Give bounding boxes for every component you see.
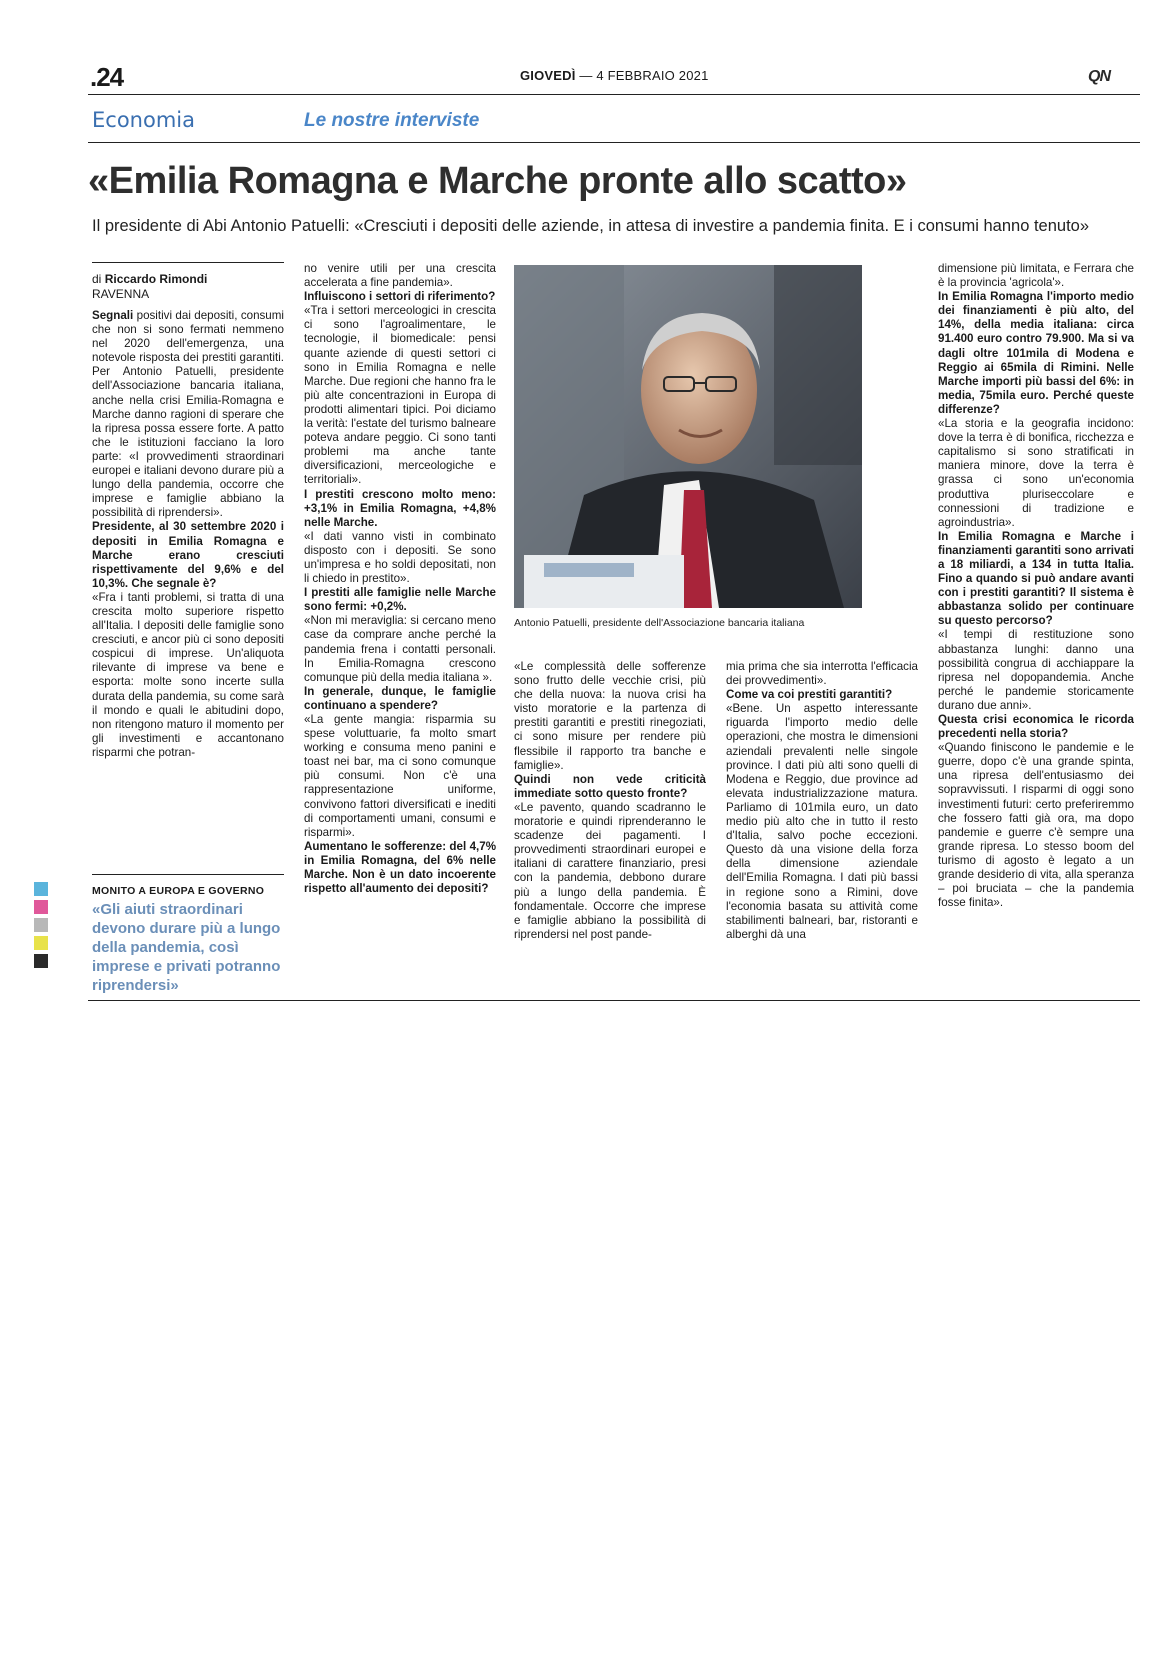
byline (92, 272, 284, 302)
portrait-photo (514, 265, 862, 608)
question: In Emilia Romagna e Marche i finanziamenti garantiti sono arrivati a 18 miliardi, a 134 in tutta Italia. Fino a quando si può andare avanti con i prestiti garantiti? Il sistema è abbastanza solido per continuare su questo percorso? (938, 529, 1134, 628)
article-column-2 (304, 262, 496, 896)
byline-author: Riccardo Rimondi (104, 272, 208, 286)
article-column-4 (726, 660, 918, 942)
question: Influiscono i settori di riferimento? (304, 290, 496, 304)
byline-prefix: di (92, 272, 102, 286)
paragraph: «La gente mangia: risparmia su spese voluttuarie, fa molto smart working e consuma meno panini e toast nei bar, ma ci sono comunque più consumi. Non c'è una rappresentazione uniforme, convivono fattori diversificati e inediti di comportamenti umani, consumi e risparmi». (304, 713, 496, 839)
photo-caption: Antonio Patuelli, presidente dell'Associazione bancaria italiana (514, 617, 805, 629)
paragraph: «I dati vanno visti in combinato disposto con i depositi. Se sono un'impresa e ho soldi depositati, non li chiedo in prestito». (304, 529, 496, 586)
paragraph: «Le complessità delle sofferenze sono frutto delle vecchie crisi, più che della nuova: la nuova crisi ha visto moratorie e la partenza di prestiti garantiti e prestiti rinegoziati, ci sono misure per rendere più flessibile il rapporto tra banche e famiglie». (514, 660, 706, 772)
portrait-illustration (514, 265, 862, 608)
paragraph: «Fra i tanti problemi, si tratta di una crescita molto superiore rispetto all'Italia. I depositi delle famiglie sono cresciuti, e ancor più ci sono depositi cospicui di imprese. Un'aliquota rilevante di imprese va bene e esporta: molte sono incerte sulla durata della pandemia, su come sarà il mondo e quali le abitudini dopo, non ritengono maturo il momento per gli investimenti e accantonano risparmi che potran- (92, 590, 284, 759)
header-rule (88, 94, 1140, 95)
section-rule (88, 142, 1140, 143)
registration-swatch (34, 954, 48, 968)
question: In generale, dunque, le famiglie continuano a spendere? (304, 684, 496, 712)
registration-swatch (34, 900, 48, 914)
paragraph: «Bene. Un aspetto interessante riguarda l'importo medio delle operazioni, che mostra le dimensioni aziendali prevalenti nelle singole province. I dati più alti sono quelli di Modena e Reggio, due province ad elevata industrializzazione matura. Parliamo di 101mila euro, un dato medio più alto che in tutto il resto d'Italia, salvo poche eccezioni. Questo dà una visione della forza della dimensione aziendale dell'Emilia Romagna. I dati più bassi in regione sono a Rimini, dove l'economia basata su attività come stabilimenti balneari, bar, ristoranti e alberghi dà una (726, 702, 918, 941)
subheadline: Il presidente di Abi Antonio Patuelli: «Cresciuti i depositi delle aziende, in attesa di investire a pandemia finita. E i consumi hanno tenuto» (92, 217, 1090, 235)
paragraph: mia prima che sia interrotta l'efficacia dei provvedimenti». (726, 660, 918, 688)
paragraph: «Quando finiscono le pandemie e le guerre, dopo c'è una grande spinta, una ripresa dell'entusiasmo dei sopravvissuti. I risparmi di oggi sono investimenti futuri: certo preferiremmo che fossero fatti già ora, ma dopo pandemie e guerre c'è sempre una grande ripresa. Lo stesso boom del turismo di agosto è legato a un grande desiderio di vita, alla speranza – poi bruciata – che la pandemia fosse finita». (938, 741, 1134, 910)
kicker-label: Le nostre interviste (304, 110, 480, 131)
paragraph: «I tempi di restituzione sono abbastanza lunghi: danno una possibilità congrua di acchiappare la ripresa nel dopopandemia. Anche perché le pandemie storicamente durano due anni». (938, 628, 1134, 712)
question: I prestiti alle famiglie nelle Marche sono fermi: +0,2%. (304, 586, 496, 614)
dateline-day: GIOVEDÌ (520, 68, 576, 83)
registration-swatch (34, 882, 48, 896)
question: Aumentano le sofferenze: del 4,7% in Emilia Romagna, del 6% nelle Marche. Non è un dato incoerente rispetto all'aumento dei depositi? (304, 839, 496, 896)
paragraph (92, 309, 284, 520)
pullquote-label: MONITO A EUROPA E GOVERNO (92, 885, 265, 897)
dateline (520, 68, 709, 83)
article-column-5 (938, 262, 1134, 910)
question: Presidente, al 30 settembre 2020 i depositi in Emilia Romagna e Marche erano cresciuti rispettivamente del 9,6% e del 10,3%. Che segnale è? (92, 520, 284, 590)
question: Come va coi prestiti garantiti? (726, 688, 893, 702)
qn-logo: QN (1088, 68, 1110, 85)
dateline-date: — 4 FEBBRAIO 2021 (579, 68, 709, 83)
paragraph: «Tra i settori merceologici in crescita ci sono l'agroalimentare, le tecnologie, il biomedicale: pensi quante aziende di questi settori ci sono in Emilia Romagna e nelle Marche. Due regioni che hanno fra le più alte concentrazioni in Europa di prodotti alimentari tipici. Poi diciamo la verità: l'estate del turismo balneare poteva andare peggio. Ci sono tanti problemi ma anche tante diversificazioni, merceologiche e territoriali». (304, 304, 496, 487)
paragraph: «La storia e la geografia incidono: dove la terra è di bonifica, ricchezza e capitalismo si sono stratificati in maniera minore, dove la terra è grassa ci sono un'economia produttiva pluriseccolare e connessioni di tradizione e agroindustria». (938, 417, 1134, 529)
article-column-1 (92, 272, 284, 760)
paragraph: «Le pavento, quando scadranno le moratorie e quindi riprenderanno le scadenze dei pagamenti. I provvedimenti straordinari europei e italiani di carattere finanziario, presi con la pandemia, debbono durare più a lungo della pandemia. È fondamentale. Occorre che imprese e famiglie abbiano la possibilità di riprendersi nel post pande- (514, 800, 706, 941)
paragraph: dimensione più limitata, e Ferrara che è la provincia 'agricola'». (938, 262, 1134, 290)
paragraph: no venire utili per una crescita accelerata a fine pandemia». (304, 262, 496, 290)
lead-word: Segnali (92, 309, 134, 322)
headline: «Emilia Romagna e Marche pronte allo scatto» (88, 160, 907, 202)
paragraph: «Non mi meraviglia: si cercano meno case da comprare anche perché la pandemia frena i contatti personali. In Emilia-Romagna crescono comunque più della media italiana ». (304, 614, 496, 684)
article-column-3 (514, 660, 706, 942)
question: Quindi non vede criticità immediate sotto questo fronte? (514, 772, 706, 800)
question: I prestiti crescono molto meno: +3,1% in Emilia Romagna, +4,8% nelle Marche. (304, 487, 496, 529)
section-label: Economia (92, 108, 195, 132)
byline-place: RAVENNA (92, 287, 150, 301)
column-rule (92, 874, 284, 875)
page-number: .24 (90, 62, 124, 92)
column-rule (92, 262, 284, 263)
paragraph-text: positivi dai depositi, consumi che non si sono fermati nemmeno nel 2020 dell'emergenza, una notevole risposta dei prestiti garantiti. Per Antonio Patuelli, presidente dell'Associazione bancaria italiana, anche nella crisi Emilia-Romagna e Marche danno ragioni di sperare che la ripresa possa essere forte. A patto che le istituzioni facciano la loro parte: «I provvedimenti straordinari europei e italiani devono durare più a lungo della pandemia, occorre che imprese e famiglie abbiano la possibilità di riprendersi». (92, 309, 284, 520)
question: In Emilia Romagna l'importo medio dei finanziamenti è più alto, del 14%, della media italiana: circa 91.400 euro contro 79.900. Ma si va dagli oltre 101mila di Modena e Reggio ai 65mila di Rimini. Nelle Marche importi più bassi del 6%: in media, 75mila euro. Perché queste differenze? (938, 290, 1134, 416)
question: Questa crisi economica le ricorda precedenti nella storia? (938, 713, 1134, 741)
registration-swatch (34, 936, 48, 950)
footer-rule (88, 1000, 1140, 1001)
pullquote-text: «Gli aiuti straordinari devono durare più a lungo della pandemia, così imprese e privati potranno riprendersi» (92, 901, 281, 994)
registration-swatch (34, 918, 48, 932)
